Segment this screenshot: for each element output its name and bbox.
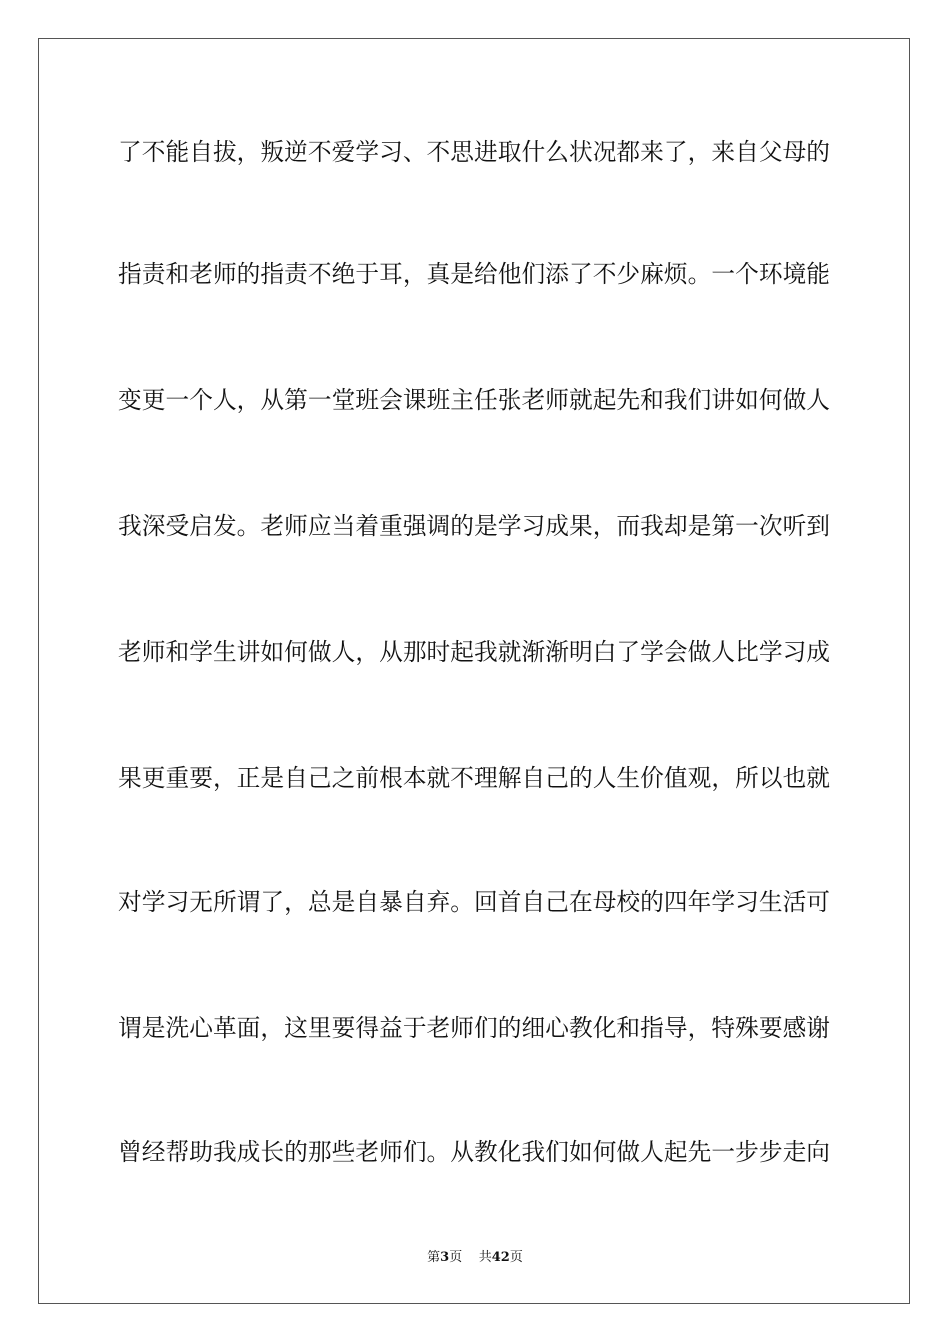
- body-text-line-4: 我深受启发。老师应当着重强调的是学习成果，而我却是第一次听到: [118, 512, 830, 540]
- footer-page-prefix: 第: [427, 1250, 441, 1265]
- footer-total-number: 42: [491, 1250, 510, 1265]
- page-border: [38, 38, 910, 1304]
- body-text-line-3: 变更一个人，从第一堂班会课班主任张老师就起先和我们讲如何做人: [118, 386, 830, 414]
- body-text-line-5: 老师和学生讲如何做人，从那时起我就渐渐明白了学会做人比学习成: [118, 638, 830, 666]
- footer-page-number: 3: [440, 1250, 450, 1265]
- body-text-line-9: 曾经帮助我成长的那些老师们。从教化我们如何做人起先一步步走向: [118, 1138, 830, 1166]
- body-text-line-8: 谓是洗心革面，这里要得益于老师们的细心教化和指导，特殊要感谢: [118, 1014, 830, 1042]
- body-text-line-2: 指责和老师的指责不绝于耳，真是给他们添了不少麻烦。一个环境能: [118, 260, 830, 288]
- footer-total-suffix: 页: [509, 1250, 523, 1265]
- body-text-line-7: 对学习无所谓了，总是自暴自弃。回首自己在母校的四年学习生活可: [118, 888, 830, 916]
- body-text-line-1: 了不能自拔，叛逆不爱学习、不思进取什么状况都来了，来自父母的: [118, 138, 830, 166]
- footer-total-prefix: 共: [478, 1250, 492, 1265]
- body-text-line-6: 果更重要，正是自己之前根本就不理解自己的人生价值观，所以也就: [118, 764, 830, 792]
- page-footer: [0, 1246, 950, 1265]
- footer-page-suffix: 页: [449, 1250, 463, 1265]
